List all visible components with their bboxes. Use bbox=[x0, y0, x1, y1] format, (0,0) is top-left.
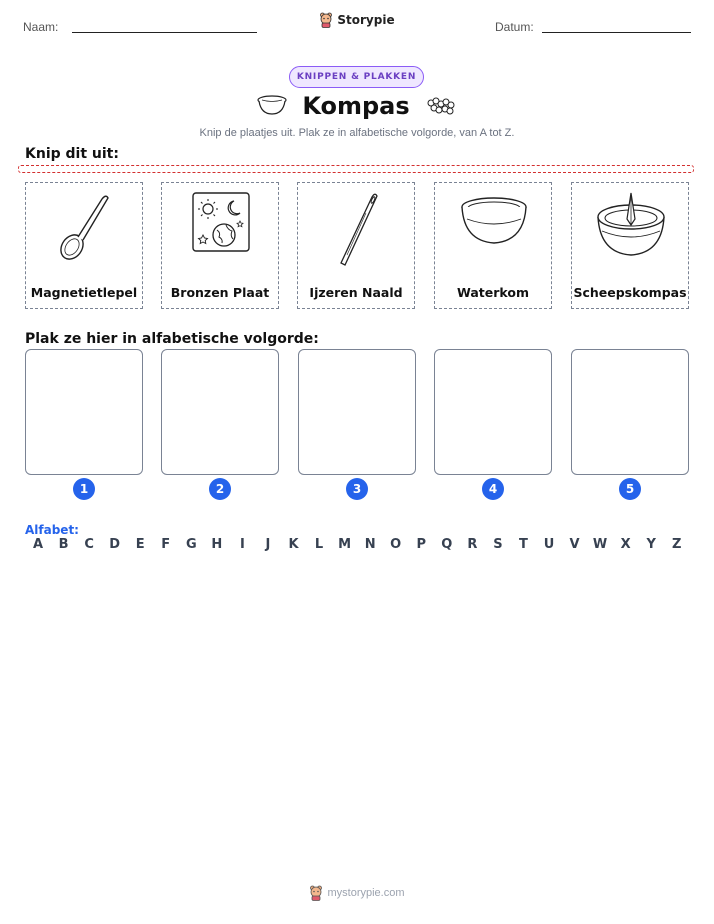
paste-box-5[interactable] bbox=[571, 349, 689, 475]
alphabet-letter: E bbox=[135, 537, 145, 552]
storypie-mascot-icon bbox=[309, 885, 323, 901]
alphabet-letter: Q bbox=[441, 537, 453, 552]
paste-number-4: 4 bbox=[482, 478, 504, 500]
paste-box-2[interactable] bbox=[161, 349, 279, 475]
footer bbox=[0, 885, 714, 901]
page-title: Kompas bbox=[302, 92, 410, 120]
paste-box-3[interactable] bbox=[298, 349, 416, 475]
alphabet-letter: H bbox=[211, 537, 223, 552]
date-label: Datum: bbox=[495, 20, 534, 34]
alphabet-letter: F bbox=[161, 537, 171, 552]
water-bowl-icon bbox=[459, 189, 529, 269]
alphabet-letter: C bbox=[84, 537, 94, 552]
alphabet-letter: T bbox=[519, 537, 528, 552]
alphabet-letter: A bbox=[32, 537, 44, 552]
bowl-icon bbox=[256, 94, 288, 118]
paste-number-5: 5 bbox=[619, 478, 641, 500]
alphabet-letter: U bbox=[543, 537, 555, 552]
alphabet-letter: R bbox=[467, 537, 478, 552]
instructions: Knip de plaatjes uit. Plak ze in alfabetische volgorde, van A tot Z. bbox=[199, 127, 515, 139]
alphabet-letter: W bbox=[592, 537, 608, 552]
footer-url: mystorypie.com bbox=[327, 887, 405, 899]
paste-heading: Plak ze hier in alfabetische volgorde: bbox=[25, 331, 319, 347]
ship-compass-icon bbox=[596, 189, 666, 269]
cut-card-bronzen-plaat[interactable] bbox=[161, 182, 279, 309]
brand-logo bbox=[0, 12, 714, 28]
alphabet-letter: X bbox=[620, 537, 631, 552]
alphabet-letter: M bbox=[338, 537, 352, 552]
bronze-plate-icon bbox=[186, 189, 256, 269]
alphabet-letter: S bbox=[493, 537, 503, 552]
paste-number-1: 1 bbox=[73, 478, 95, 500]
alphabet-letter: D bbox=[109, 537, 121, 552]
alphabet-letter: J bbox=[265, 537, 271, 552]
title-row bbox=[0, 92, 714, 120]
name-line[interactable] bbox=[72, 32, 257, 33]
alphabet-letter: P bbox=[416, 537, 427, 552]
brand-name: Storypie bbox=[337, 13, 395, 27]
needle-icon bbox=[322, 189, 392, 269]
alphabet-letter: I bbox=[239, 537, 245, 552]
card-label: Ijzeren Naald bbox=[309, 285, 403, 300]
paste-number-3: 3 bbox=[346, 478, 368, 500]
alphabet-letter: V bbox=[569, 537, 580, 552]
cut-heading: Knip dit uit: bbox=[25, 146, 119, 162]
cut-card-waterkom[interactable] bbox=[434, 182, 552, 309]
paste-box-1[interactable] bbox=[25, 349, 143, 475]
grapes-icon bbox=[424, 95, 458, 117]
name-label: Naam: bbox=[23, 20, 59, 34]
alphabet-letter: Z bbox=[672, 537, 682, 552]
paste-box-4[interactable] bbox=[434, 349, 552, 475]
alphabet-letter: Y bbox=[646, 537, 656, 552]
card-label: Waterkom bbox=[457, 285, 529, 300]
cut-card-magnetietlepel[interactable] bbox=[25, 182, 143, 309]
cut-card-scheepskompas[interactable] bbox=[571, 182, 689, 309]
alphabet-letter: N bbox=[364, 537, 376, 552]
storypie-mascot-icon bbox=[319, 12, 333, 28]
card-label: Bronzen Plaat bbox=[170, 285, 270, 300]
alphabet-letter: G bbox=[185, 537, 197, 552]
alphabet-letter: B bbox=[58, 537, 69, 552]
activity-badge: KNIPPEN & PLAKKEN bbox=[289, 66, 424, 88]
card-label: Scheepskompas bbox=[573, 285, 687, 300]
alphabet-letter: K bbox=[288, 537, 299, 552]
paste-number-2: 2 bbox=[209, 478, 231, 500]
cut-card-ijzeren-naald[interactable] bbox=[297, 182, 415, 309]
alphabet-letter: L bbox=[314, 537, 324, 552]
cut-line bbox=[18, 165, 694, 173]
alphabet-letter: O bbox=[390, 537, 402, 552]
date-line[interactable] bbox=[542, 32, 691, 33]
card-label: Magnetietlepel bbox=[30, 285, 138, 300]
alphabet-label: Alfabet: bbox=[25, 523, 79, 537]
spoon-icon bbox=[50, 189, 120, 269]
